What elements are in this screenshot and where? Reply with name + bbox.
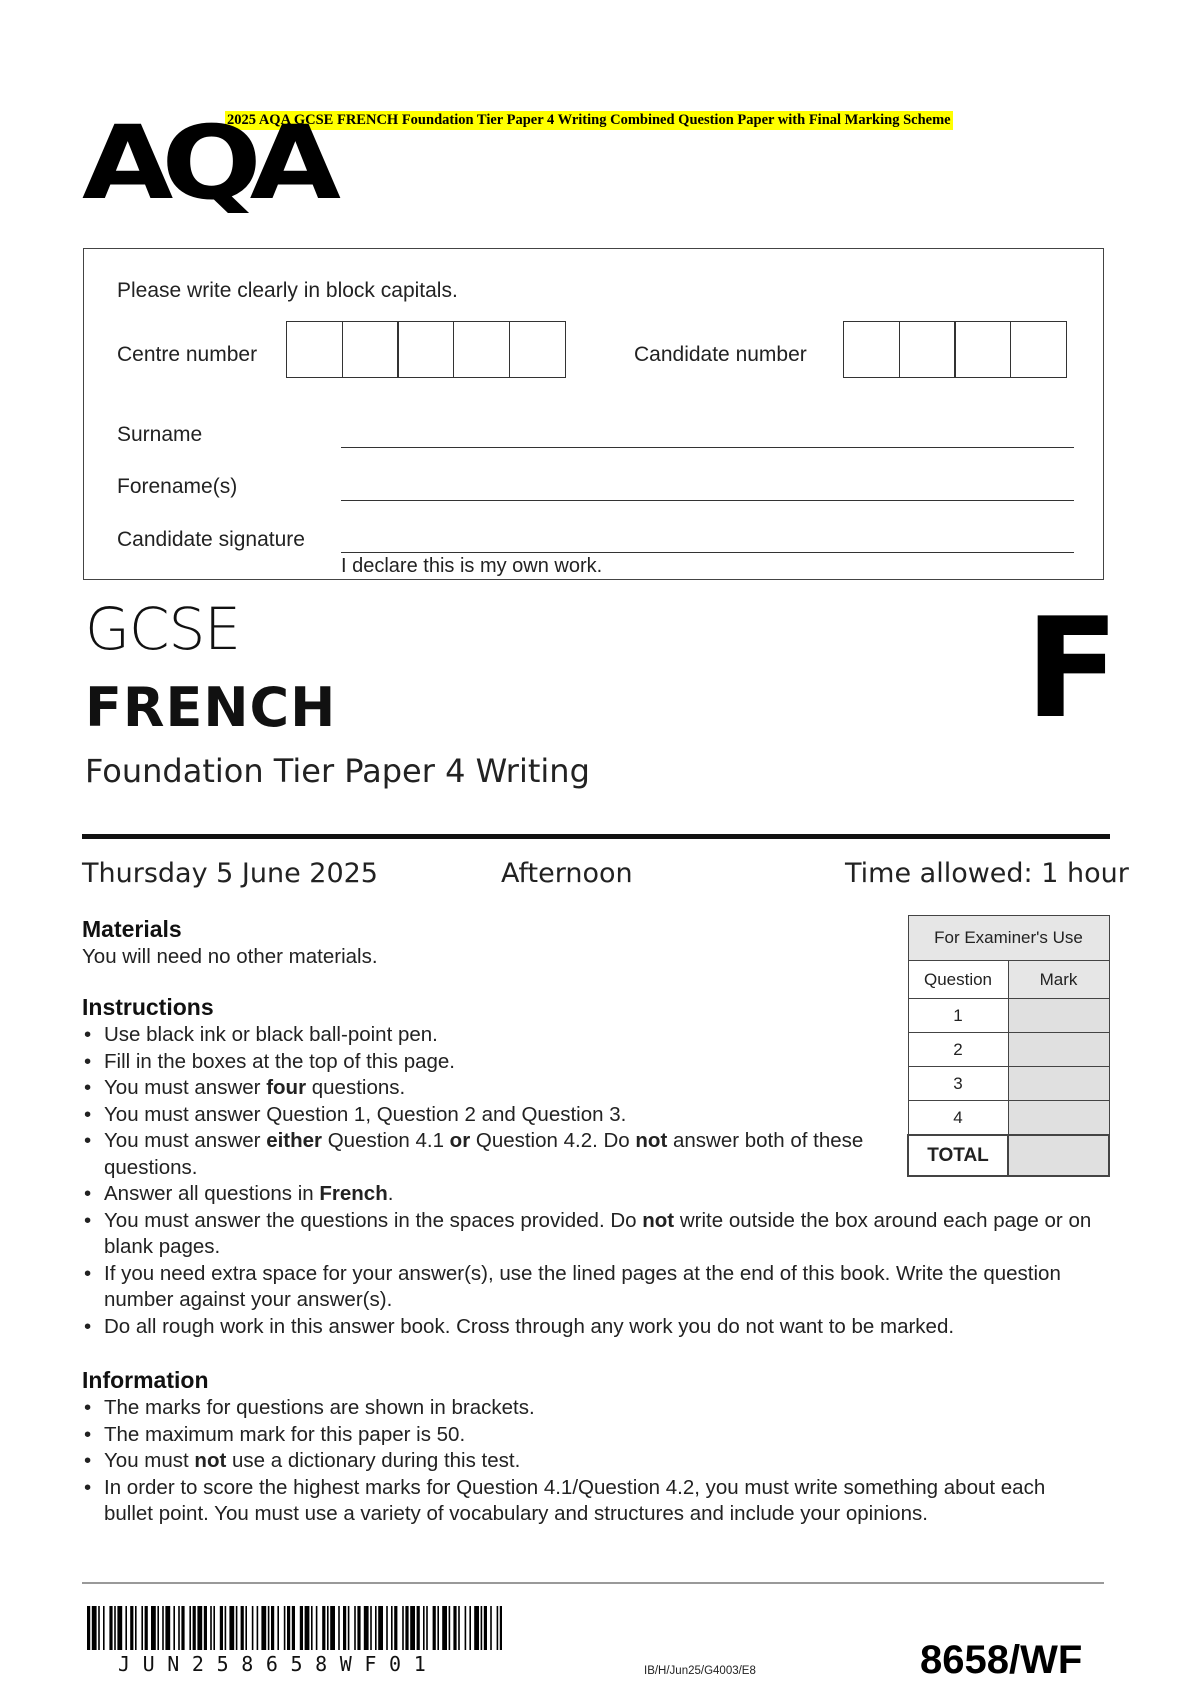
total-mark-cell (1008, 1135, 1109, 1176)
barcode-bar (162, 1606, 164, 1650)
barcode-bar (165, 1606, 170, 1650)
candidate-number-boxes (843, 321, 1066, 378)
surname-label: Surname (117, 423, 203, 446)
barcode-bar (500, 1606, 502, 1650)
barcode-bar (469, 1606, 471, 1650)
candidate-number-digit[interactable] (843, 321, 900, 378)
barcode-bar (204, 1606, 207, 1650)
barcode-bar (141, 1606, 143, 1650)
mark-cell (1008, 1067, 1109, 1101)
barcode-bar (481, 1606, 483, 1650)
barcode-bar (474, 1606, 479, 1650)
barcode-bar (490, 1606, 492, 1650)
barcode-bar (117, 1606, 122, 1650)
question-number: 1 (908, 999, 1008, 1033)
barcode-bar (284, 1606, 286, 1650)
list-item: • If you need extra space for your answer(s), use the lined pages at the end of this book. Write the question number against your answer(s). (82, 1261, 1094, 1314)
barcode-bar (316, 1606, 318, 1650)
barcode-bar (433, 1606, 436, 1650)
document-banner: 2025 AQA GCSE FRENCH Foundation Tier Paper 4 Writing Combined Question Paper with Final Marking Scheme (227, 112, 951, 128)
centre-number-digit[interactable] (342, 321, 399, 378)
barcode-bar (210, 1606, 212, 1650)
barcode-bar (109, 1606, 112, 1650)
barcode-bar (343, 1606, 346, 1650)
exam-date: Thursday 5 June 2025 (82, 858, 378, 889)
barcode-bar (125, 1606, 127, 1650)
barcode-bar (354, 1606, 356, 1650)
barcode-bar (322, 1606, 325, 1650)
barcode-bar (130, 1606, 133, 1650)
barcode-bar (330, 1606, 335, 1650)
forename-line[interactable] (341, 500, 1074, 501)
barcode-bar (357, 1606, 360, 1650)
barcode-bar (181, 1606, 184, 1650)
information-heading: Information (82, 1367, 209, 1393)
list-item: • You must answer either Question 4.1 or Question 4.2. Do not answer both of these questions. (82, 1128, 892, 1181)
barcode-bar (300, 1606, 303, 1650)
barcode-bar (197, 1606, 202, 1650)
barcode-bar (426, 1606, 428, 1650)
barcode-bar (394, 1606, 397, 1650)
paper-title: Foundation Tier Paper 4 Writing (85, 752, 590, 790)
barcode-bar (287, 1606, 290, 1650)
barcode-bar (271, 1606, 274, 1650)
barcode-bar (213, 1606, 215, 1650)
barcode-bar (252, 1606, 254, 1650)
mark-cell (1008, 1101, 1109, 1136)
candidate-number-digit[interactable] (954, 321, 1011, 378)
question-column-header: Question (908, 961, 1008, 999)
barcode-bar (348, 1606, 350, 1650)
candidate-details-box (83, 248, 1104, 580)
centre-number-digit[interactable] (397, 321, 454, 378)
barcode-bar (453, 1606, 456, 1650)
barcode-bar (193, 1606, 196, 1650)
list-item: • Answer all questions in French. (82, 1181, 1082, 1208)
mark-cell (1008, 1033, 1109, 1067)
subject-title: FRENCH (85, 676, 337, 739)
centre-number-digit[interactable] (286, 321, 343, 378)
barcode-bar (229, 1606, 234, 1650)
signature-label: Candidate signature (117, 528, 305, 551)
list-item: • You must answer four questions. (82, 1075, 1082, 1102)
qualification-title: GCSE (85, 595, 240, 663)
barcode-bar (375, 1606, 377, 1650)
barcode-bar (405, 1606, 408, 1650)
barcode-bar (268, 1606, 270, 1650)
list-item: • The maximum mark for this paper is 50. (82, 1422, 1092, 1449)
declaration-text: I declare this is my own work. (341, 555, 603, 577)
barcode-bar (458, 1606, 460, 1650)
title-divider (82, 834, 1110, 839)
barcode-bar (370, 1606, 372, 1650)
list-item: • You must answer the questions in the spaces provided. Do not write outside the box around each page or on blank pages. (82, 1208, 1104, 1261)
barcode-bar (145, 1606, 148, 1650)
block-capitals-instruction: Please write clearly in block capitals. (117, 279, 458, 302)
forename-label: Forename(s) (117, 475, 238, 498)
barcode-bar (157, 1606, 159, 1650)
barcode-bar (277, 1606, 279, 1650)
barcode-bar (292, 1606, 295, 1650)
barcode-bar (417, 1606, 420, 1650)
barcode-bar (225, 1606, 227, 1650)
barcode-bar (261, 1606, 266, 1650)
document-reference: IB/H/Jun25/G4003/E8 (644, 1665, 756, 1677)
total-label: TOTAL (908, 1135, 1008, 1176)
barcode-bar (135, 1606, 137, 1650)
barcode-bar (236, 1606, 238, 1650)
candidate-number-digit[interactable] (899, 321, 956, 378)
barcode-bar (241, 1606, 244, 1650)
barcode-bar (402, 1606, 404, 1650)
barcode-bar (442, 1606, 447, 1650)
centre-number-digit[interactable] (453, 321, 510, 378)
barcode-bar (305, 1606, 310, 1650)
materials-heading: Materials (82, 916, 182, 942)
aqa-logo: AQA (82, 103, 329, 223)
barcode-bar (257, 1606, 259, 1650)
barcode-bar (465, 1606, 467, 1650)
barcode-bar (114, 1606, 116, 1650)
barcode-bar (391, 1606, 393, 1650)
mark-cell (1008, 999, 1109, 1033)
barcode-bar (98, 1606, 100, 1650)
barcode-bar (92, 1606, 97, 1650)
tier-letter: F (1025, 588, 1120, 749)
barcode-icon (87, 1606, 502, 1650)
barcode-bar (423, 1606, 425, 1650)
centre-number-label: Centre number (117, 343, 258, 366)
barcode-bar (449, 1606, 451, 1650)
exam-session: Afternoon (501, 858, 633, 889)
question-number: 2 (908, 1033, 1008, 1067)
mark-column-header: Mark (1008, 961, 1109, 999)
paper-code: 8658/WF (920, 1638, 1083, 1682)
time-allowed: Time allowed: 1 hour (845, 858, 1129, 889)
examiner-table-title: For Examiner's Use (908, 916, 1109, 961)
barcode-bar (311, 1606, 313, 1650)
barcode-bar (151, 1606, 156, 1650)
signature-line[interactable] (341, 552, 1074, 553)
barcode-bar (484, 1606, 487, 1650)
list-item: • Do all rough work in this answer book. Cross through any work you do not want to be marked. (82, 1314, 1082, 1341)
list-item: • You must not use a dictionary during this test. (82, 1448, 1092, 1475)
barcode-bar (327, 1606, 329, 1650)
surname-line[interactable] (341, 447, 1074, 448)
instructions-heading: Instructions (82, 994, 214, 1020)
barcode-bar (189, 1606, 191, 1650)
barcode-text: JUN258658WF01 (118, 1652, 439, 1676)
barcode-bar (378, 1606, 383, 1650)
list-item: • Use black ink or black ball-point pen. (82, 1022, 1082, 1049)
examiner-use-table (907, 915, 1110, 1177)
question-number: 4 (908, 1101, 1008, 1136)
barcode-bar (245, 1606, 247, 1650)
materials-text: You will need no other materials. (82, 945, 378, 968)
list-item: • The marks for questions are shown in brackets. (82, 1395, 1092, 1422)
question-number: 3 (908, 1067, 1008, 1101)
list-item: • You must answer Question 1, Question 2 and Question 3. (82, 1102, 1082, 1129)
centre-number-boxes (286, 321, 565, 378)
barcode-bar (437, 1606, 439, 1650)
barcode-bar (173, 1606, 175, 1650)
barcode-bar (497, 1606, 499, 1650)
barcode-bar (178, 1606, 180, 1650)
candidate-number-label: Candidate number (634, 343, 807, 366)
barcode-bar (410, 1606, 415, 1650)
information-list (82, 1395, 1092, 1528)
candidate-number-digit[interactable] (1010, 321, 1067, 378)
barcode-bar (220, 1606, 223, 1650)
barcode-bar (103, 1606, 105, 1650)
list-item: • In order to score the highest marks for Question 4.1/Question 4.2, you must write something about each bullet point. You must use a variety of vocabulary and structures and include your opinions. (82, 1475, 1092, 1528)
barcode-bar (364, 1606, 369, 1650)
list-item: • Fill in the boxes at the top of this page. (82, 1049, 1082, 1076)
footer-divider (82, 1582, 1104, 1584)
centre-number-digit[interactable] (509, 321, 566, 378)
barcode-bar (386, 1606, 388, 1650)
barcode-bar (338, 1606, 340, 1650)
barcode-bar (87, 1606, 90, 1650)
